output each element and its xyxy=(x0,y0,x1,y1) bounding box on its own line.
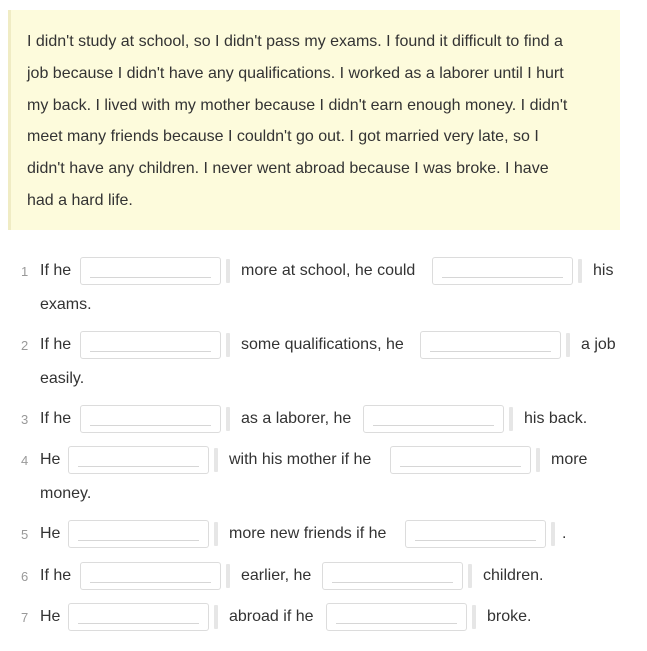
exercise-text: a job xyxy=(581,336,616,353)
answer-gap[interactable] xyxy=(68,520,209,548)
answer-gap[interactable] xyxy=(420,331,561,359)
answer-gap[interactable] xyxy=(405,520,546,548)
exercise-number: 6 xyxy=(21,569,29,584)
story-line: meet many friends because I couldn't go out. I got married very late, so I xyxy=(27,128,539,146)
exercise-text: abroad if he xyxy=(229,608,314,625)
answer-gap[interactable] xyxy=(363,405,504,433)
exercise-text: exams. xyxy=(40,296,92,313)
answer-gap[interactable] xyxy=(390,446,531,474)
exercise-text: his back. xyxy=(524,410,588,427)
answer-gap[interactable] xyxy=(322,562,463,590)
answer-gap[interactable] xyxy=(432,257,573,285)
exercise-text: with his mother if he xyxy=(229,451,372,468)
exercise-text: If he xyxy=(40,336,72,353)
exercise-text: broke. xyxy=(487,608,532,625)
story-line: job because I didn't have any qualifications. I worked as a laborer until I hurt xyxy=(27,64,564,82)
exercise-text: children. xyxy=(483,567,544,584)
gap-handle xyxy=(226,259,230,283)
exercise-number: 1 xyxy=(21,264,29,279)
exercise-text: earlier, he xyxy=(241,567,312,584)
gap-handle xyxy=(226,333,230,357)
gap-handle xyxy=(214,605,218,629)
exercise-text: If he xyxy=(40,262,72,279)
gap-handle xyxy=(468,564,472,588)
gap-handle xyxy=(578,259,582,283)
exercise-text: If he xyxy=(40,410,72,427)
answer-gap[interactable] xyxy=(68,603,209,631)
gap-handle xyxy=(551,522,555,546)
gap-handle xyxy=(214,448,218,472)
exercise-text: money. xyxy=(40,485,92,502)
exercise-text: more new friends if he xyxy=(229,525,387,542)
answer-gap[interactable] xyxy=(68,446,209,474)
gap-handle xyxy=(536,448,540,472)
exercise-number: 5 xyxy=(21,527,29,542)
exercise-number: 7 xyxy=(21,610,29,625)
exercise-text: his xyxy=(593,262,614,279)
gap-handle xyxy=(214,522,218,546)
story-line: didn't have any children. I never went abroad because I was broke. I have xyxy=(27,160,549,178)
gap-handle xyxy=(566,333,570,357)
exercise-text: as a laborer, he xyxy=(241,410,352,427)
exercise-number: 3 xyxy=(21,412,29,427)
exercise-text: He xyxy=(40,451,61,468)
answer-gap[interactable] xyxy=(80,405,221,433)
exercise-text: more xyxy=(551,451,588,468)
exercise-number: 4 xyxy=(21,453,29,468)
gap-handle xyxy=(226,407,230,431)
exercise-text: . xyxy=(562,525,567,542)
exercise-text: He xyxy=(40,525,61,542)
exercise-text: He xyxy=(40,608,61,625)
exercise-text: If he xyxy=(40,567,72,584)
exercise-text: some qualifications, he xyxy=(241,336,404,353)
gap-handle xyxy=(472,605,476,629)
story-line: I didn't study at school, so I didn't pass my exams. I found it difficult to find a xyxy=(27,33,563,50)
exercise-text: more at school, he could xyxy=(241,262,416,279)
story-line: had a hard life. xyxy=(27,191,133,209)
exercise-text: easily. xyxy=(40,370,85,387)
exercise-number: 2 xyxy=(21,338,29,353)
answer-gap[interactable] xyxy=(326,603,467,631)
answer-gap[interactable] xyxy=(80,331,221,359)
answer-gap[interactable] xyxy=(80,257,221,285)
story-line: my back. I lived with my mother because I didn't earn enough money. I didn't xyxy=(27,96,568,114)
answer-gap[interactable] xyxy=(80,562,221,590)
gap-handle xyxy=(226,564,230,588)
gap-handle xyxy=(509,407,513,431)
